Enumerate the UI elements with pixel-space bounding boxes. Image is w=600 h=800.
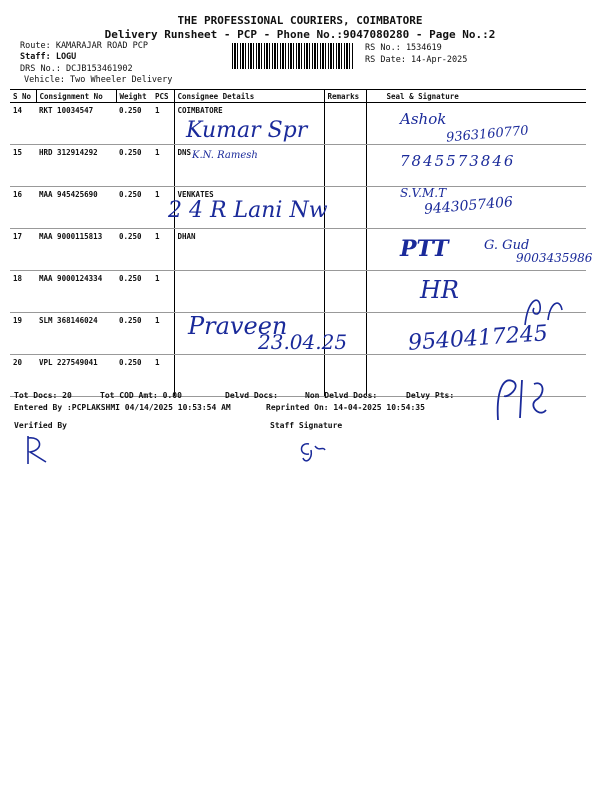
handwritten-signature: S.V.M.T [400,186,447,200]
runsheet-title: Delivery Runsheet - PCP - Phone No.:9047080280 - Page No.:2 [104,28,496,41]
cell-sno: 19 [10,313,36,355]
cell-consignment: RKT 10034547 [36,103,116,145]
cell-signature [366,355,586,397]
cell-sno: 20 [10,355,36,397]
barcode [232,43,354,69]
cell-remarks [324,103,366,145]
cell-consignee: DNS [174,145,324,187]
route-label: Route: KAMARAJAR ROAD PCP [20,41,148,51]
col-signature: Seal & Signature [366,90,586,103]
staff-signature [295,436,331,466]
cell-consignee: COIMBATORE [174,103,324,145]
cell-consignee [174,271,324,313]
col-weight: Weight [116,90,152,103]
handwritten-name: Praveen [188,312,288,340]
tot-cod: Tot COD Amt: 0.00 [100,391,182,400]
cell-sno: 16 [10,187,36,229]
cell-weight: 0.250 [116,145,152,187]
handwritten-phone: 9003435986 [516,251,593,265]
delvy-pts: Delvy Pts: [406,391,455,400]
cell-weight: 0.250 [116,355,152,397]
company-title: THE PROFESSIONAL COURIERS, COIMBATORE [177,14,423,27]
cell-sno: 14 [10,103,36,145]
cell-remarks [324,271,366,313]
col-consignment: Consignment No [36,90,116,103]
cell-consignment: MAA 9000124334 [36,271,116,313]
tot-docs: Tot Docs: 20 [14,391,72,400]
cell-consignee: VENKATES [174,187,324,229]
handwritten-signature: Ashok [400,110,447,128]
delvd-docs: Delvd Docs: [225,391,278,400]
cell-pcs: 1 [152,271,174,313]
cell-pcs: 1 [152,313,174,355]
verified-by-label: Verified By [14,421,67,430]
cell-pcs: 1 [152,187,174,229]
non-delvd-docs: Non Delvd Docs: [305,391,378,400]
cell-pcs: 1 [152,229,174,271]
cell-pcs: 1 [152,103,174,145]
cell-weight: 0.250 [116,313,152,355]
col-sno: S No [10,90,36,103]
cell-consignment: MAA 9000115813 [36,229,116,271]
cell-consignment: HRD 312914292 [36,145,116,187]
col-pcs: PCS [152,90,174,103]
rs-number: RS No.: 1534619 [365,43,442,53]
cell-sno: 15 [10,145,36,187]
handwritten-phone: 9443057406 [423,194,514,218]
cell-sno: 17 [10,229,36,271]
cell-consignee: DHAN [174,229,324,271]
cell-remarks [324,187,366,229]
handwritten-phone: 7845573846 [400,152,516,170]
verifier-signature [20,432,50,468]
cell-consignment: SLM 368146024 [36,313,116,355]
signature-scribble [520,290,570,330]
reprinted-on: Reprinted On: 14-04-2025 10:54:35 [266,403,425,412]
table-header-row [10,90,586,103]
handwritten-name: 2 4 R Lani Nw [168,198,328,223]
handwritten-seal: PTT [400,236,449,262]
cell-weight: 0.250 [116,103,152,145]
cell-consignment: MAA 945425690 [36,187,116,229]
col-remarks: Remarks [324,90,366,103]
handwritten-signature: G. Gud [484,238,530,253]
vehicle-label: Vehicle: Two Wheeler Delivery [24,75,173,85]
cell-sno: 18 [10,271,36,313]
staff-signature-label: Staff Signature [270,421,343,430]
cell-consignment: VPL 227549041 [36,355,116,397]
rs-date: RS Date: 14-Apr-2025 [365,55,468,65]
handwritten-name: Kumar Spr [186,118,308,143]
cell-weight: 0.250 [116,271,152,313]
cell-weight: 0.250 [116,229,152,271]
cell-remarks [324,229,366,271]
handwritten-phone: 9540417245 [407,321,549,356]
entered-by: Entered By :PCPLAKSHMI 04/14/2025 10:53:54 AM [14,403,231,412]
col-consignee: Consignee Details [174,90,324,103]
signature-scribble [492,370,552,430]
handwritten-mark: HR [420,276,459,304]
cell-weight: 0.250 [116,187,152,229]
table-row [10,271,586,313]
staff-label: Staff: LOGU [20,52,77,62]
drs-label: DRS No.: DCJB153461902 [20,64,133,74]
cell-remarks [324,145,366,187]
handwritten-phone: 9363160770 [445,123,530,146]
cell-pcs: 1 [152,355,174,397]
cell-pcs: 1 [152,145,174,187]
handwritten-date: 23.04.25 [258,330,348,354]
handwritten-name: K.N. Ramesh [192,150,258,161]
